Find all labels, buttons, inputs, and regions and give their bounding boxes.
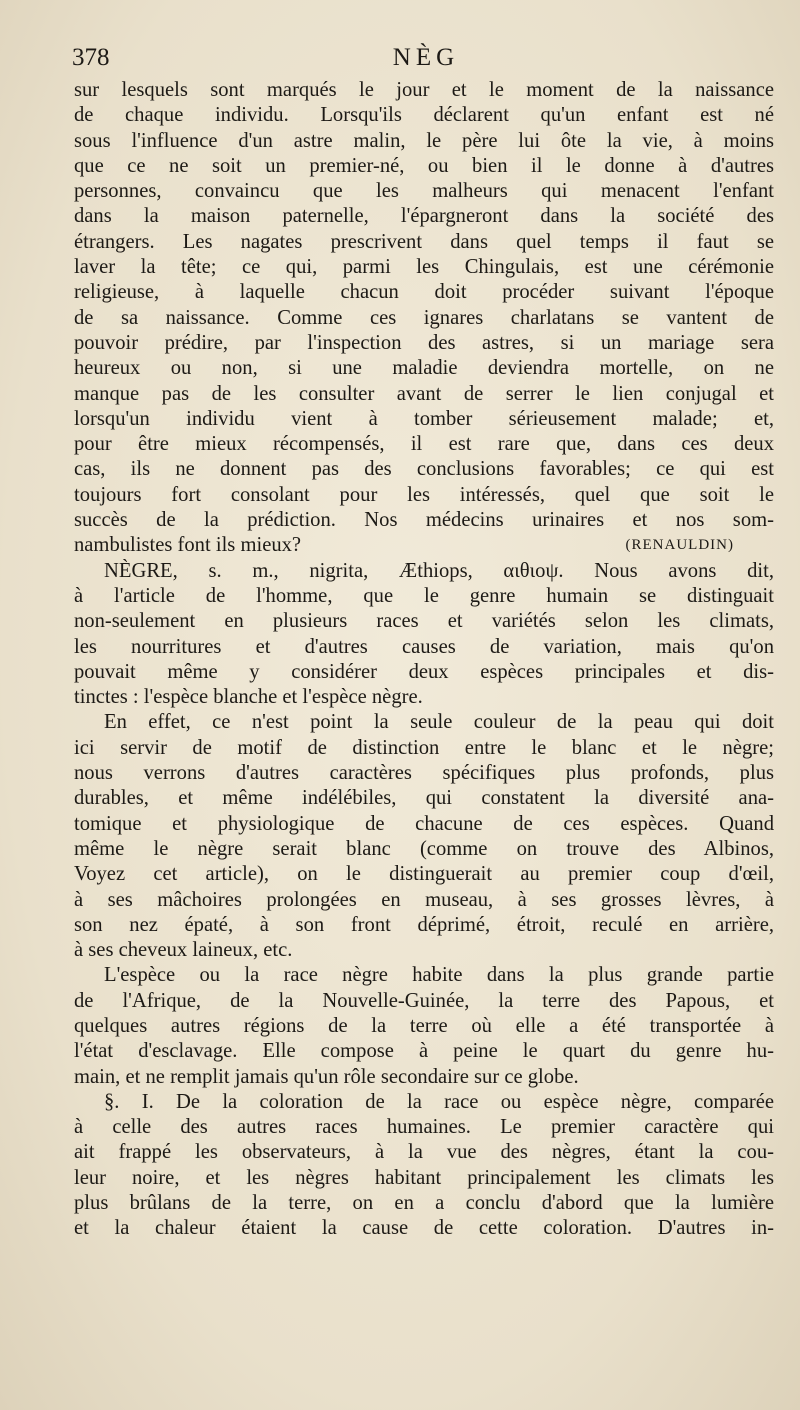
text-line: religieuse, à laquelle chacun doit procéder suivant l'époque xyxy=(74,281,774,304)
page-header xyxy=(72,44,740,80)
text-line: de l'Afrique, de la Nouvelle-Guinée, la terre des Papous, et xyxy=(74,989,774,1012)
text-line: §. I. De la coloration de la race ou espèce nègre, comparée xyxy=(104,1090,774,1113)
text-line: non-seulement en plusieurs races et variétés selon les climats, xyxy=(74,610,774,633)
line-text: nambulistes font ils mieux? xyxy=(74,534,302,557)
text-line: plus brûlans de la terre, on en a conclu d'abord que la lumière xyxy=(74,1192,774,1215)
text-line: étrangers. Les nagates prescrivent dans quel temps il faut se xyxy=(74,230,774,253)
page-number: 378 xyxy=(72,44,110,71)
text-line: à ses cheveux laineux, etc. xyxy=(74,939,293,962)
running-head: NÈG xyxy=(392,44,460,71)
text-line: ici servir de motif de distinction entre le blanc et le nègre; xyxy=(74,736,774,759)
body-text xyxy=(74,78,774,1242)
text-line xyxy=(74,533,774,558)
text-line: NÈGRE, s. m., nigrita, Æthiops, αιθιοψ. Nous avons dit, xyxy=(104,559,774,582)
text-line: de chaque individu. Lorsqu'ils déclarent qu'un enfant est né xyxy=(74,104,774,127)
text-line: main, et ne remplit jamais qu'un rôle secondaire sur ce globe. xyxy=(74,1065,579,1088)
author-signature: (RENAULDIN) xyxy=(625,537,734,554)
text-line: son nez épaté, à son front déprimé, étroit, reculé en arrière, xyxy=(74,913,774,936)
text-line: ait frappé les observateurs, à la vue des nègres, étant la cou- xyxy=(74,1141,774,1164)
text-line: laver la tête; ce qui, parmi les Chingulais, est une cérémonie xyxy=(74,256,774,279)
text-line: tinctes : l'espèce blanche et l'espèce nègre. xyxy=(74,686,423,709)
text-line: tomique et physiologique de chacune de ces espèces. Quand xyxy=(74,812,774,835)
text-line: les nourritures et d'autres causes de variation, mais qu'on xyxy=(74,635,774,658)
text-line: L'espèce ou la race nègre habite dans la plus grande partie xyxy=(104,964,774,987)
text-line: l'état d'esclavage. Elle compose à peine le quart du genre hu- xyxy=(74,1040,774,1063)
text-line: à l'article de l'homme, que le genre humain se distinguait xyxy=(74,584,774,607)
text-line: heureux ou non, si une maladie deviendra mortelle, on ne xyxy=(74,357,774,380)
text-line: Voyez cet article), on le distinguerait au premier coup d'œil, xyxy=(74,863,774,886)
text-line: En effet, ce n'est point la seule couleur de la peau qui doit xyxy=(104,711,774,734)
text-line: sur lesquels sont marqués le jour et le moment de la naissance xyxy=(74,79,774,101)
text-line: lorsqu'un individu vient à tomber sérieusement malade; et, xyxy=(74,407,774,430)
text-line: pour être mieux récompensés, il est rare que, dans ces deux xyxy=(74,433,774,456)
text-line: quelques autres régions de la terre où elle a été transportée à xyxy=(74,1014,774,1037)
text-line: durables, et même indélébiles, qui constatent la diversité ana- xyxy=(74,787,774,810)
text-line: dans la maison paternelle, l'épargneront dans la société des xyxy=(74,205,774,228)
text-line: manque pas de les consulter avant de serrer le lien conjugal et xyxy=(74,382,774,405)
text-line: et la chaleur étaient la cause de cette coloration. D'autres in- xyxy=(74,1217,774,1240)
text-line: succès de la prédiction. Nos médecins urinaires et nos som- xyxy=(74,509,774,532)
text-line: à celle des autres races humaines. Le premier caractère qui xyxy=(74,1116,774,1139)
text-line: que ce ne soit un premier-né, ou bien il le donne à d'autres xyxy=(74,154,774,177)
text-line: sous l'influence d'un astre malin, le père lui ôte la vie, à moins xyxy=(74,129,774,152)
text-line: de sa naissance. Comme ces ignares charlatans se vantent de xyxy=(74,306,774,329)
text-line: toujours fort consolant pour les intéressés, quel que soit le xyxy=(74,483,774,506)
text-line: leur noire, et les nègres habitant principalement les climats les xyxy=(74,1166,774,1189)
text-line: à ses mâchoires prolongées en museau, à ses grosses lèvres, à xyxy=(74,888,774,911)
text-line: personnes, convaincu que les malheurs qui menacent l'enfant xyxy=(74,180,774,203)
text-line: pouvoir prédire, par l'inspection des astres, si un mariage sera xyxy=(74,331,774,354)
text-line: même le nègre serait blanc (comme on trouve des Albinos, xyxy=(74,837,774,860)
text-line: pouvait même y considérer deux espèces principales et dis- xyxy=(74,660,774,683)
text-line: nous verrons d'autres caractères spécifiques plus profonds, plus xyxy=(74,762,774,785)
text-line: cas, ils ne donnent pas des conclusions favorables; ce qui est xyxy=(74,458,774,481)
